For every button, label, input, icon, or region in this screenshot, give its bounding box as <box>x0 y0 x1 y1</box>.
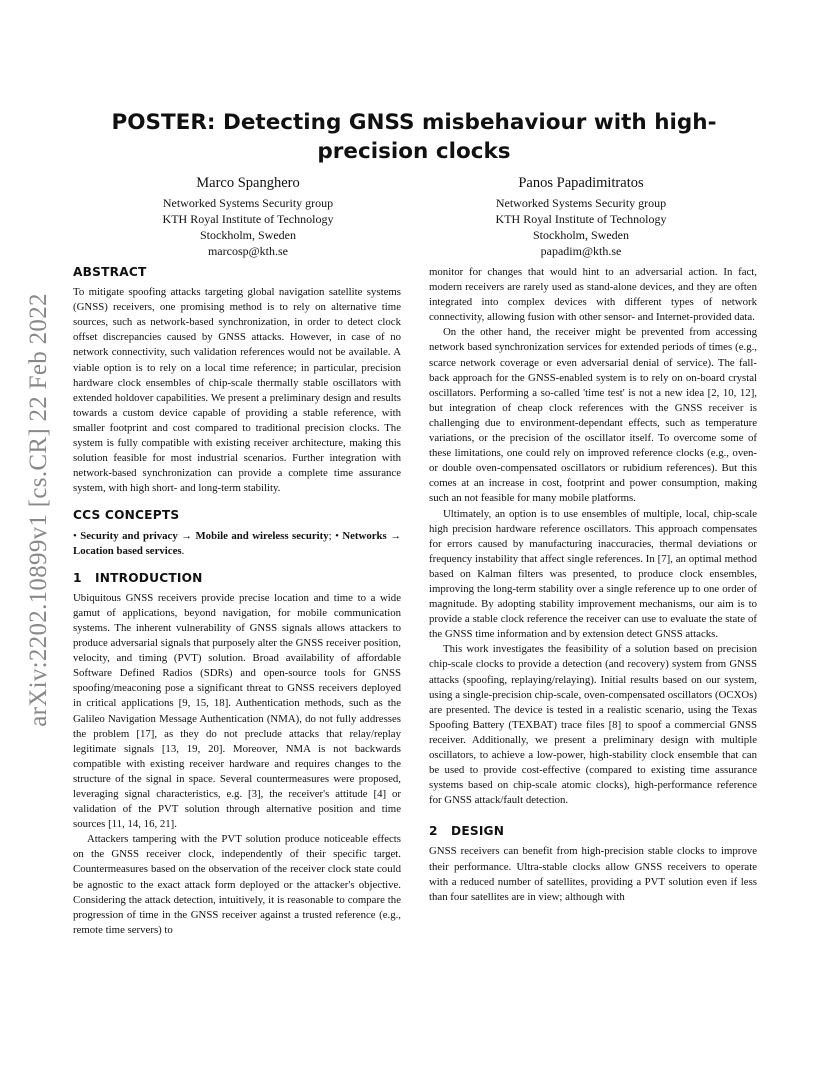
intro-paragraph-2: Attackers tampering with the PVT solution produce noticeable effects on the GNSS receiver clock, independently of their specific target. Countermeasures based on the observation of the receiver clock state could be agnostic to the exact attack form deployed or the attacker's objective. Considering the attack detection, intuitively, it is reasonable to compare the progression of time in the GNSS receiver against a trusted reference (e.g., remote time servers) to <box>73 833 401 936</box>
design-paragraph-1: GNSS receivers can benefit from high-precision stable clocks to improve their performance. Ultra-stable clocks allow GNSS receivers to operate with a reduced number of satellites, providing a PVT solution even if less than four satellites are in view; although with <box>429 845 757 903</box>
author-institution: KTH Royal Institute of Technology <box>162 212 334 226</box>
intro-paragraph-6: This work investigates the feasibility of a solution based on precision chip-scale clocks to provide a detection (and recovery) system from GNSS attacks (spoofing, replaying/relaying). Initial results based on our system, using a single-precision chip-scale, oven-compensated oscillators (OCXOs) are presented. The device is tested in a realistic scenario, using the Texas Spoofing Battery (TEXBAT) trace files [8] to spoof a commercial GNSS receiver. Additionally, we present a preliminary design with multiple oscillators, to achieve a low-power, high-stability clock ensemble that can be used to provide cost-effective (compared to existing time assurance systems based on chip-scale atomic clocks), high-performance reference for GNSS attack/fault detection. <box>429 643 757 807</box>
author-name: Marco Spanghero <box>196 175 300 191</box>
abstract-text: To mitigate spoofing attacks targeting global navigation satellite systems (GNSS) receivers, one promising method is to rely on alternative time sources, such as network-based synchronization, in order to detect clock offset discrepancies caused by GNSS attacks. However, in case of no network connectivity, such validation references would not be available. A viable option is to rely on a local time reference; in particular, precision hardware clock ensembles of chip-scale thermally stable oscillators with extended holdover capabilities. We present a preliminary design and results towards a custom device capable of providing a stable reference, with smaller footprint and cost compared to traditional precision clocks. The system is fully compatible with existing receiver architecture, making this solution feasible for most industrial scenarios. Further integration with network-based synchronization can provide a complete time assurance system, with high short- and long-term stability. <box>73 286 401 495</box>
abstract-heading: ABSTRACT <box>73 265 147 279</box>
arxiv-stamp-text: arXiv:2202.10899v1 [cs.CR] 22 Feb 2022 <box>25 293 52 727</box>
intro-paragraph-3: monitor for changes that would hint to an adversarial action. In fact, modern receivers are rarely used as stand-alone devices, and they are often integrated into complex devices with different types of network connectivity, allowing fusion with other sensor- and Internet-provided data. <box>429 266 757 324</box>
design-heading: 2 DESIGN <box>429 824 505 839</box>
right-column <box>429 265 757 905</box>
intro-paragraph-1: Ubiquitous GNSS receivers provide precise location and time to a wide gamut of applications, beyond navigation, for mobile communication systems. The inherent vulnerability of GNSS signals allows attackers to produce adversarial signals that purposely alter the GNSS receiver position, velocity, and timing (PVT) solution. Broad availability of affordable Software Defined Radios (SDRs) and open-source tools for GNSS spoofing/meaconing pose a significant threat to GNSS receivers deployed in critical applications [9, 15, 18]. Authentication methods, such as the Galileo Navigation Message Authentication (NMA), do not fully addresses the problem [17], as they do not preclude attacks that relay/replay legitimate signals [13, 19, 20]. Moreover, NMA is not backwards compatible with existing receiver hardware and requires changes to the structure of the signal in space. Several countermeasures were proposed, leveraging signal characteristics, e.g. [3], the receiver's attitude [4] or validation of the PVT solution through alternative position and time sources [11, 14, 16, 21]. <box>73 591 401 831</box>
ccs-concepts: • Security and privacy → Mobile and wireless security; • Networks → Location based services. <box>73 529 401 557</box>
paper-title: POSTER: Detecting GNSS misbehaviour with high-precision clocks <box>111 110 717 164</box>
author-email: marcosp@kth.se <box>207 244 289 258</box>
arxiv-stamp <box>24 290 54 730</box>
author-group: Networked Systems Security group <box>495 196 667 210</box>
intro-paragraph-5: Ultimately, an option is to use ensembles of multiple, local, chip-scale high precision hardware reference oscillators. This approach compensates for errors caused by manufacturing inaccuracies, thermal deviations or frequency instability that affect single references. In [7], an optimal method based on Kalman filters was presented, to produce clock ensembles, improving the long-term stability over a single reference up to one order of magnitude. By adopting stability improvement mechanisms, our aim is to provide a stable clock reference the receiver can use to evaluate the state of the GNSS time information and by extension detect GNSS attacks. <box>429 507 757 641</box>
ccs-item-2: Networks → Location based services <box>73 529 401 557</box>
author-email: papadim@kth.se <box>540 244 622 258</box>
author-name: Panos Papadimitratos <box>518 175 644 191</box>
author-block-2 <box>431 174 731 259</box>
author-group: Networked Systems Security group <box>162 196 334 210</box>
author-location: Stockholm, Sweden <box>533 228 629 242</box>
author-institution: KTH Royal Institute of Technology <box>495 212 667 226</box>
author-block-1 <box>98 174 398 259</box>
author-location: Stockholm, Sweden <box>200 228 296 242</box>
intro-heading: 1 INTRODUCTION <box>73 570 203 585</box>
intro-paragraph-4: On the other hand, the receiver might be prevented from accessing network based synchronization services for extended periods of times (e.g., scarce network coverage or even adversarial denial of service). The fall-back approach for the GNSS-enabled system is to rely on on-board crystal oscillators. Performing a so-called 'time test' is not a new idea [2, 10, 12], but integration of cheap clock references with the GNSS receiver is challenging due to environment-dependant effects, such as temperature variations, or the precision of the oscillator itself. To overcome some of these limitations, one could rely on improved reference clocks (e.g., oven- or double oven-compensated oscillators or rubidium references). But this comes at an increase in cost, footprint and power consumption, making such an not feasible for many mobile platforms. <box>429 326 757 505</box>
ccs-item-1: Security and privacy → Mobile and wireless security <box>80 529 329 542</box>
ccs-heading: CCS CONCEPTS <box>73 508 180 523</box>
left-column <box>73 265 401 938</box>
